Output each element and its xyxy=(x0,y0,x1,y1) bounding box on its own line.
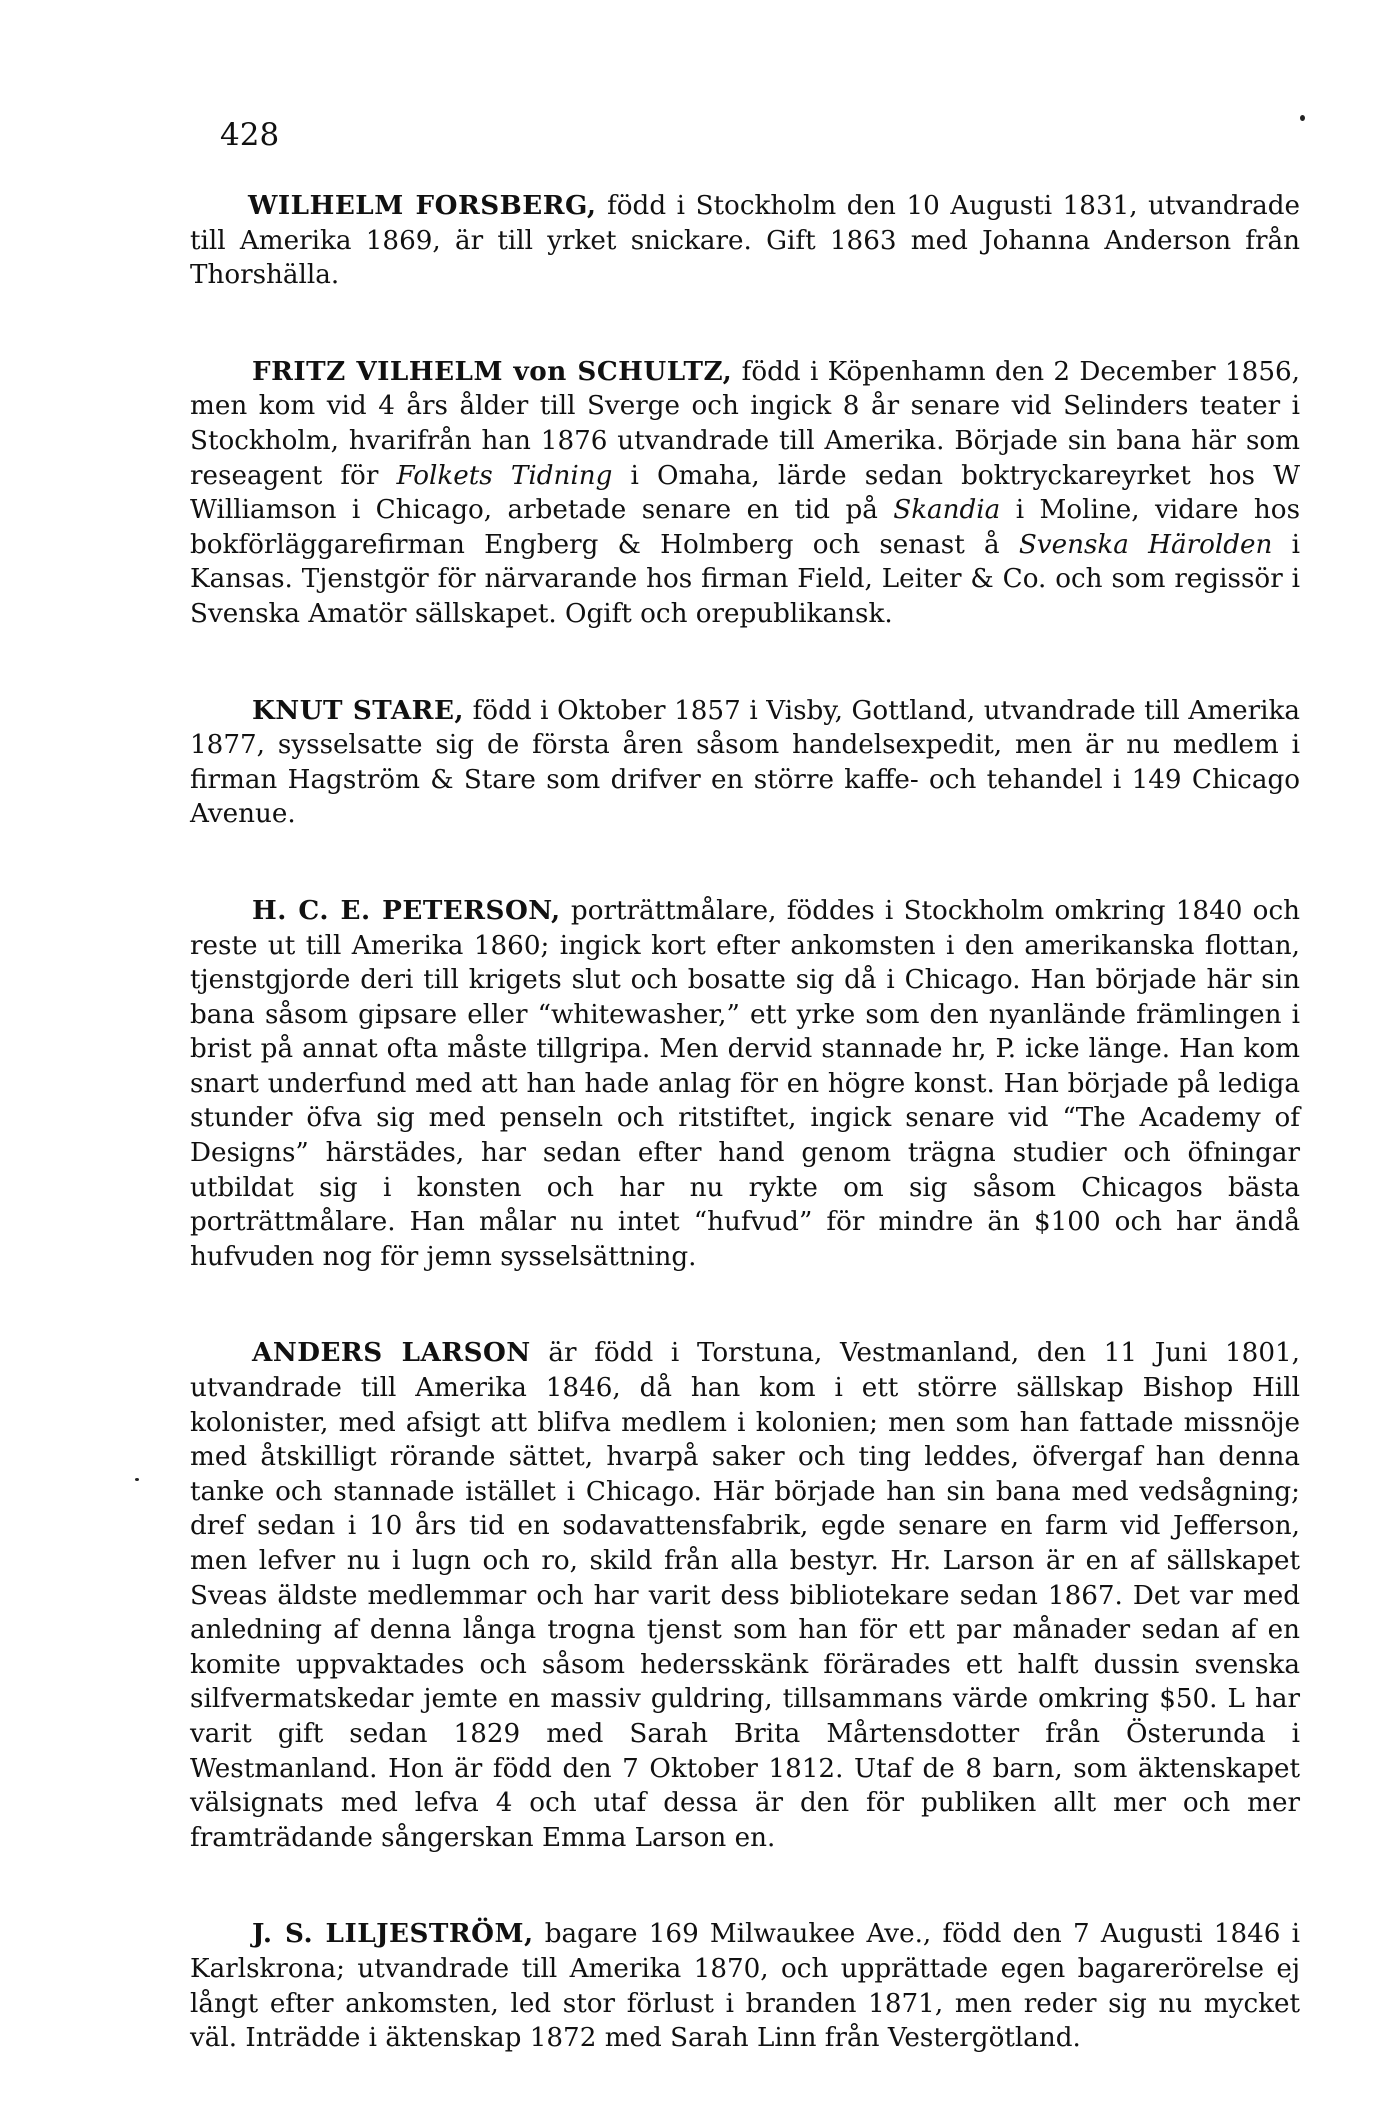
entry-js-liljestrom xyxy=(190,1917,1300,2055)
page-number: 428 xyxy=(220,117,280,153)
entry-name: KNUT STARE, xyxy=(252,694,465,726)
entry-fritz-vilhelm-von-schultz xyxy=(190,355,1300,632)
entry-name: ANDERS LARSON xyxy=(252,1337,531,1369)
entry-text: bagare 169 Milwaukee Ave., född den 7 Augusti 1846 i Karlskrona; utvandrade till Amerika 1870, och upprättade egen bagarerörelse ej långt efter ankomsten, led stor förlust i branden 1871, men reder sig nu mycket väl. Inträdde i äktenskap 1872 med Sarah Linn från Vestergötland. xyxy=(190,1919,1301,2054)
entry-name: H. C. E. PETERSON, xyxy=(252,894,561,926)
book-page xyxy=(190,117,1301,2118)
newspaper-title: Svenska Härolden xyxy=(1018,529,1273,560)
entry-text: är född i Torstuna, Vestmanland, den 11 Juni 1801, utvandrade till Amerika 1846, då han kom i ett större sällskap Bishop Hill kolonister, med afsigt att blifva medlem i kolonien; men som han fattade missnöje med åtskilligt rörande sättet, hvarpå saker och ting leddes, öfvergaf han denna tanke och stannade istället i Chicago. Här började han sin bana med vedsågning; dref sedan i 10 års tid en sodavattensfabrik, egde senare en farm vid Jefferson, men lefver nu i lugn och ro, skild från alla bestyr. Hr. Larson är en af sällskapet Sveas äldste medlemmar och har varit dess bibliotekare sedan 1867. Det var med anledning af denna långa trogna tjenst som han för ett par månader sedan af en komite uppvaktades och såsom hedersskänk förärades ett halft dussin svenska silfvermatskedar jemte en massiv guldring, tillsammans värde omkring $50. L har varit gift sedan 1829 med Sarah Brita Mårtensdotter från Österunda i Westmanland. Hon är född den 7 Oktober 1812. Utaf de 8 barn, som äktenskapet välsignats med lefva 4 och utaf dessa är den för publiken allt mer och mer framträdande sångerskan Emma Larson en. xyxy=(190,1338,1300,1853)
entry-hce-peterson xyxy=(190,894,1300,1275)
entry-text: i Kansas. Tjenstgör för närvarande hos firman Field, Leiter & Co. och som regissör i Svenska Amatör sällskapet. Ogift och orepublikansk. xyxy=(190,529,1300,629)
ink-speck xyxy=(1300,115,1305,121)
newspaper-title: Folkets Tidning xyxy=(396,460,613,491)
ink-speck xyxy=(135,1478,139,1481)
entry-text: i Omaha, lärde sedan boktryckareyrket hos W Williamson i Chicago, arbetade senare en tid på xyxy=(190,460,1301,526)
entry-anders-larson xyxy=(190,1336,1300,1855)
entry-text: född i Oktober 1857 i Visby, Gottland, utvandrade till Amerika 1877, sysselsatte sig de första åren såsom handelsexpedit, men är nu medlem i firman Hagström & Stare som drifver en större kaffe- och tehandel i 149 Chicago Avenue. xyxy=(190,695,1301,830)
entry-text: porträttmålare, föddes i Stockholm omkring 1840 och reste ut till Amerika 1860; ingick kort efter ankomsten i den amerikanska flottan, tjenstgjorde deri till krigets slut och bosatte sig då i Chicago. Han började här sin bana såsom gipsare eller “whitewasher,” ett yrke som den nyanlände främlingen i brist på annat ofta måste tillgripa. Men dervid stannade hr, P. icke länge. Han kom snart underfund med att han hade anlag för en högre konst. Han började på lediga stunder öfva sig med penseln och ritstiftet, ingick senare vid “The Academy of Designs” härstädes, har sedan efter hand genom trägna studier och öfningar utbildat sig i konsten och har nu rykte om sig såsom Chicagos bästa porträttmålare. Han målar nu intet “hufvud” för mindre än $100 och har ändå hufvuden nog för jemn sysselsättning. xyxy=(190,895,1300,1272)
entry-text: född i Köpenhamn den 2 December 1856, men kom vid 4 års ålder till Sverge och ingick 8 år senare vid Selinders teater i Stockholm, hvarifrån han 1876 utvandrade till Amerika. Började sin bana här som reseagent för xyxy=(190,356,1300,491)
entry-wilhelm-forsberg xyxy=(190,189,1300,293)
newspaper-title: Skandia xyxy=(893,495,1001,526)
entry-name: WILHELM FORSBERG, xyxy=(248,190,597,221)
entry-text: född i Stockholm den 10 Augusti 1831, utvandrade till Amerika 1869, är till yrket snickare. Gift 1863 med Johanna Anderson från Thorshälla. xyxy=(190,191,1301,291)
entry-text: i Moline, vidare hos bokförläggarefirman Engberg & Holmberg och senast å xyxy=(190,495,1301,560)
entry-name: FRITZ VILHELM von SCHULTZ, xyxy=(252,355,733,387)
entry-knut-stare xyxy=(190,694,1300,832)
entry-name: J. S. LILJESTRÖM, xyxy=(252,1918,534,1950)
